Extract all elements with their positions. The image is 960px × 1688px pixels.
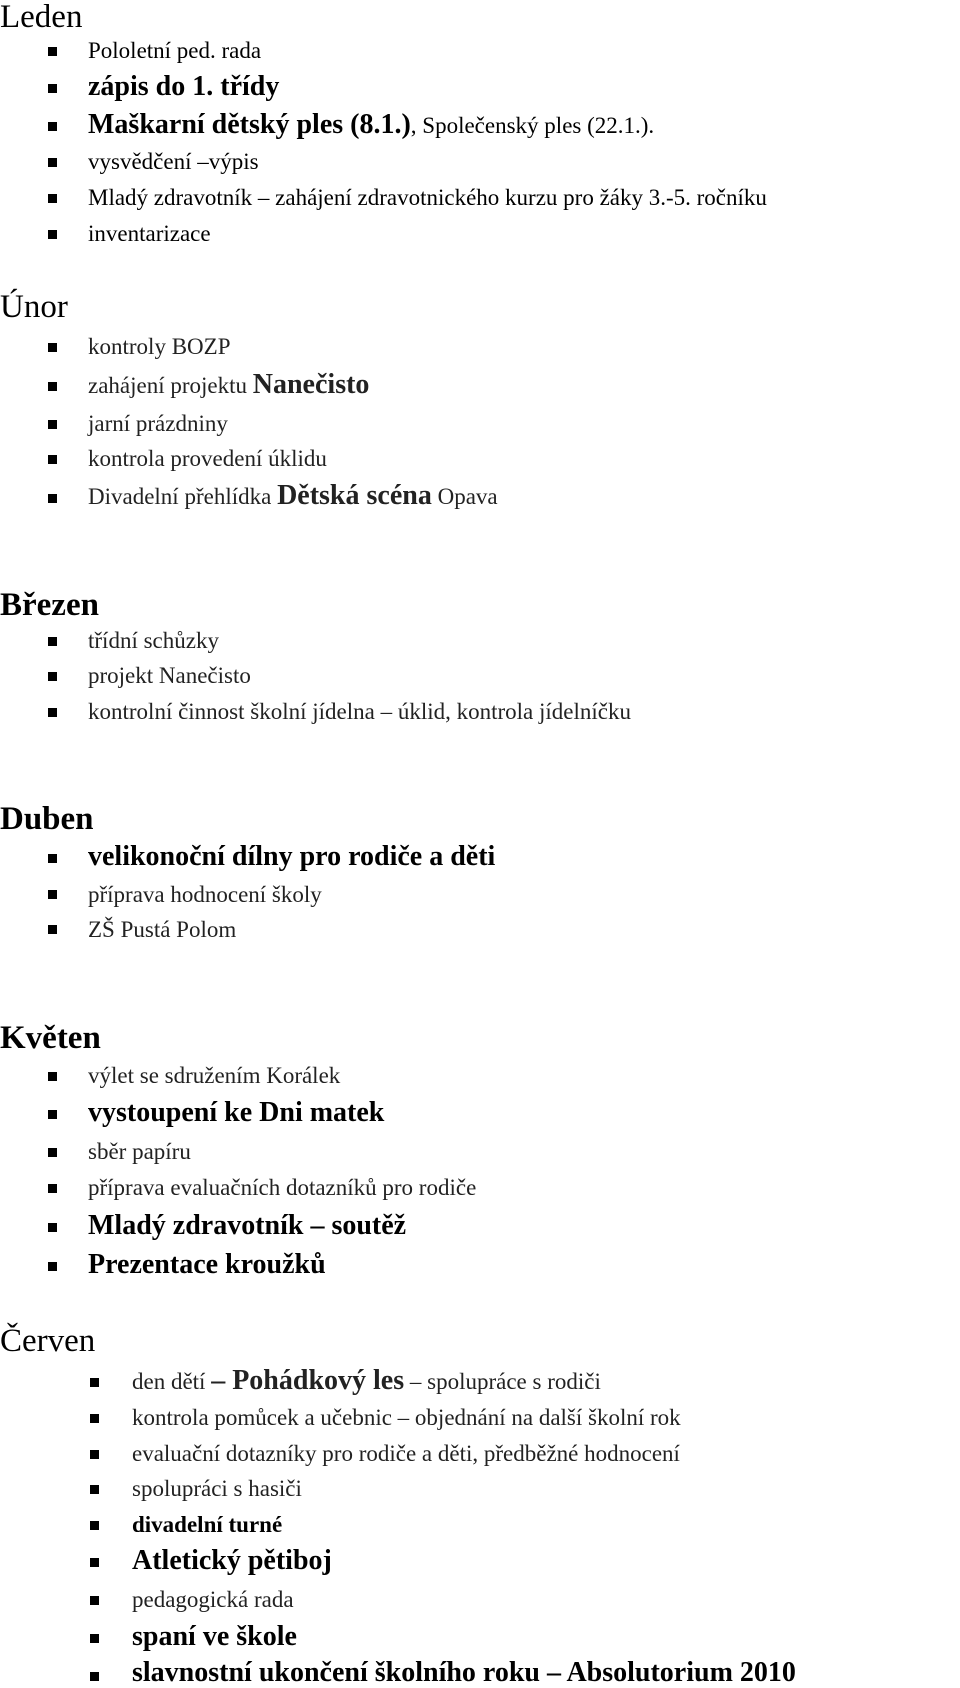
- section-heading-kveten: Květen: [0, 1020, 101, 1056]
- list-item: příprava hodnocení školy: [88, 882, 322, 907]
- list-item: [88, 110, 654, 141]
- list-item: slavnostní ukončení školního roku – Absolutorium 2010: [132, 1657, 796, 1688]
- bullet-icon: [48, 343, 57, 352]
- bullet-icon: [90, 1596, 99, 1605]
- bullet-icon: [90, 1634, 99, 1643]
- list-item-emphasis: – Pohádkový les: [211, 1365, 405, 1396]
- list-item: vystoupení ke Dni matek: [88, 1097, 385, 1128]
- list-item: [88, 370, 369, 401]
- bullet-icon: [48, 1072, 57, 1081]
- list-item: příprava evaluačních dotazníků pro rodiče: [88, 1175, 477, 1200]
- bullet-icon: [48, 194, 57, 203]
- list-item: jarní prázdniny: [88, 411, 228, 436]
- list-item: velikonoční dílny pro rodiče a děti: [88, 841, 496, 872]
- bullet-icon: [90, 1521, 99, 1530]
- bullet-icon: [48, 1262, 57, 1271]
- list-item: Prezentace kroužků: [88, 1249, 326, 1280]
- bullet-icon: [48, 1223, 57, 1232]
- list-item-text: Opava: [431, 484, 498, 509]
- list-item: vysvědčení –výpis: [88, 149, 259, 174]
- list-item: kontrola pomůcek a učebnic – objednání na další školní rok: [132, 1405, 681, 1430]
- bullet-icon: [48, 158, 57, 167]
- list-item-text: Divadelní přehlídka: [88, 484, 278, 509]
- bullet-icon: [48, 230, 57, 239]
- bullet-icon: [48, 1148, 57, 1157]
- list-item: pedagogická rada: [132, 1587, 294, 1612]
- bullet-icon: [90, 1378, 99, 1387]
- section-heading-leden: Leden: [0, 0, 83, 35]
- list-item-text: – spolupráce s rodiči: [404, 1369, 601, 1394]
- list-item: kontroly BOZP: [88, 334, 231, 359]
- bullet-icon: [48, 382, 57, 391]
- bullet-icon: [48, 708, 57, 717]
- list-item: sběr papíru: [88, 1139, 191, 1164]
- bullet-icon: [90, 1485, 99, 1494]
- list-item: inventarizace: [88, 221, 211, 246]
- list-item-text: den dětí: [132, 1369, 212, 1394]
- bullet-icon: [48, 854, 57, 863]
- bullet-icon: [48, 122, 57, 131]
- bullet-icon: [90, 1450, 99, 1459]
- bullet-icon: [48, 1110, 57, 1119]
- bullet-icon: [90, 1672, 99, 1681]
- section-heading-brezen: Březen: [0, 587, 99, 623]
- bullet-icon: [48, 672, 57, 681]
- list-item-emphasis: Dětská scéna: [277, 480, 432, 511]
- list-item: Mladý zdravotník – zahájení zdravotnického kurzu pro žáky 3.-5. ročníku: [88, 185, 767, 210]
- bullet-icon: [90, 1414, 99, 1423]
- bullet-icon: [48, 420, 57, 429]
- bullet-icon: [48, 47, 57, 56]
- section-heading-unor: Únor: [0, 289, 68, 325]
- list-item-text: , Společenský ples (22.1.).: [410, 113, 655, 138]
- list-item: Pololetní ped. rada: [88, 38, 262, 63]
- section-heading-duben: Duben: [0, 801, 94, 837]
- list-item: [88, 481, 498, 512]
- list-item: [132, 1366, 601, 1397]
- bullet-icon: [48, 455, 57, 464]
- bullet-icon: [48, 1184, 57, 1193]
- list-item: třídní schůzky: [88, 628, 219, 653]
- bullet-icon: [90, 1558, 99, 1567]
- list-item-emphasis: Maškarní dětský ples (8.1.): [88, 109, 411, 140]
- section-heading-cerven: Červen: [0, 1323, 96, 1359]
- list-item: ZŠ Pustá Polom: [88, 917, 237, 942]
- list-item-text: zahájení projektu: [88, 373, 253, 398]
- list-item: divadelní turné: [132, 1512, 283, 1537]
- list-item: spaní ve škole: [132, 1621, 297, 1652]
- list-item: výlet se sdružením Korálek: [88, 1063, 341, 1088]
- list-item: Atletický pětiboj: [132, 1545, 332, 1576]
- list-item: spolupráci s hasiči: [132, 1476, 302, 1501]
- bullet-icon: [48, 494, 57, 503]
- list-item: kontrolní činnost školní jídelna – úklid, kontrola jídelníčku: [88, 699, 631, 724]
- list-item: projekt Nanečisto: [88, 663, 251, 688]
- list-item-emphasis: Nanečisto: [252, 369, 370, 400]
- bullet-icon: [48, 84, 57, 93]
- list-item: zápis do 1. třídy: [88, 71, 280, 102]
- list-item: evaluační dotazníky pro rodiče a děti, předběžné hodnocení: [132, 1441, 680, 1466]
- list-item: kontrola provedení úklidu: [88, 446, 327, 471]
- list-item: Mladý zdravotník – soutěž: [88, 1210, 407, 1241]
- bullet-icon: [48, 890, 57, 899]
- bullet-icon: [48, 925, 57, 934]
- bullet-icon: [48, 637, 57, 646]
